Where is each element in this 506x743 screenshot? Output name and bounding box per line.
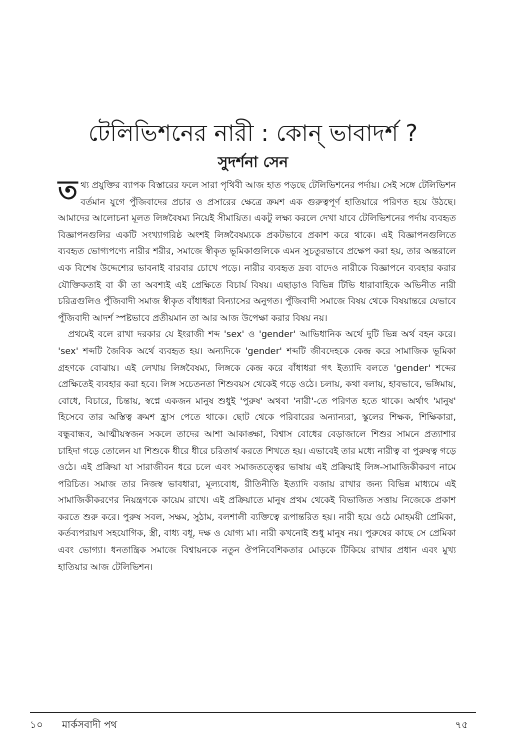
footer-rule xyxy=(30,712,476,713)
paragraph-2: প্রথমেই বলে রাখা দরকার যে ইংরাজী শব্দ 'sex' ও 'gender' আভিধানিক অর্থে দুটি ভিন্ন অর্থ বহন করে। 'sex' শব্দটি জৈবিক অর্থে ব্যবহৃত হয়। অন্যদিকে 'gender' শব্দটি জীবদেহকে কেন্দ্র করে সামাজিক ভূমিকা গ্রহণকে বোঝায়। এই লেখায় লিঙ্গবৈষম্য, লিঙ্গকে কেন্দ্র করে বাঁধাধরা গৎ ইত্যাদি বলতে 'gender' শব্দের প্রেক্ষিতেই ব্যবহার করা হবে। লিঙ্গ সচেতনতা শিশুবয়স থেকেই গড়ে ওঠে। চলায়, কথা বলায়, হাবভাবে, ভঙ্গিমায়, বোধে, বিচারে, চিন্তায়, স্বপ্নে একজন মানুষ শুধুই 'পুরুষ' অথবা 'নারী'-তে পরিণত হতে থাকে। অর্থাৎ 'মানুষ' হিসেবে তার অস্তিত্ব ক্রমশ হ্রাস পেতে থাকে। ছোট থেকে পরিবারের অন্যান্যরা, স্কুলের শিক্ষক, শিক্ষিকারা, বন্ধুবান্ধব, আত্মীয়স্বজন সকলে তাদের আশা আকাঙ্ক্ষা, বিশ্বাস বোধের বেড়াজালে শিশুর সামনে প্রত্যাশার চাহিদা গড়ে তোলেন যা শিশুকে ধীরে ধীরে চরিতার্থ করতে শিখতে হয়। এভাবেই তার মধ্যে নারীত্ব বা পুরুষত্ব গড়ে ওঠে। এই প্রক্রিয়া যা সারাজীবন ধরে চলে এবং সমাজতত্ত্বের ভাষায় এই প্রক্রিয়াই লিঙ্গ-সামাজিকীকরণ নামে পরিচিত। সমাজ তার নিজস্ব ভাবধারা, মূল্যবোধ, রীতিনীতি ইত্যাদি বজায় রাখার জন্য বিভিন্ন মাধ্যমে এই সামাজিকীকরণের নিয়ন্ত্রণকে কায়েম রাখে। এই প্রক্রিয়াতে মানুষ প্রথম থেকেই বিভাজিত সত্তায় নিজেকে প্রকাশ করতে শুরু করে। পুরুষ সবল, সক্ষম, সুঠাম, বলশালী ব্যক্তিত্বে রূপান্তরিত হয়। নারী হয়ে ওঠে মোহময়ী প্রেমিকা, কর্তব্যপরায়ণ সহযোগিক, স্ত্রী, বাধ্য বধূ, দক্ষ ও যোগ্য মা। নারী কখনোই শুধু মানুষ নয়। পুরুষের কাছে সে প্রেমিকা এবং ভোগ্যা। ধনতান্ত্রিক সমাজে বিশ্বায়নকে নতুন ঔপনিবেশিকতার মোড়কে টিকিয়ে রাখার প্রধান এবং মুখ্য হাতিয়ার আজ টেলিভিশন। xyxy=(58,330,456,573)
footer-journal-name: মার্কসবাদী পথ xyxy=(62,720,118,731)
footer-page-number-left: ১০ xyxy=(30,720,43,731)
article-title: টেলিভিশনের নারী : কোন্ ভাবাদর্শ ? xyxy=(88,121,418,147)
article-body xyxy=(58,178,456,576)
paragraph-1-text: থ্য প্রযুক্তির ব্যাপক বিস্তারের ফলে সারা পৃথিবী আজ হাত পড়ছে টেলিভিশনের পর্দায়। সেই সঙ্গে টেলিভিশন বর্তমান যুগে পুঁজিবাদের প্রচার ও প্রসারের ক্ষেত্রে ক্রমশ এক গুরুত্বপূর্ণ হাতিয়ারে পরিণত হয়ে উঠছে। আমাদের আলোচনা মূলত লিঙ্গবৈষম্য নিয়েই সীমায়িত। একটু লক্ষ্য করলে দেখা যাবে টেলিভিশনের পর্দায় ব্যবহৃত বিজ্ঞাপনগুলির একটি সংখ্যাগরিষ্ঠ অংশই লিঙ্গবৈষম্যকে প্রকটভাবে প্রকাশ করে থাকে। এই বিজ্ঞাপনগুলিতে ব্যবহৃত ভোগ্যপণ্যে নারীর শরীর, সমাজে স্বীকৃত ভূমিকাগুলিকে এমন সুচতুরভাবে প্রক্ষেপ করা হয়, তার অন্তরালে এক বিশেষ উদ্দেশ্যের ভাবনাই বারবার চোখে পড়ে। নারীর ব্যবহৃত দ্রব্য বাদেও নারীকে বিজ্ঞাপনে ব্যবহার করার যৌক্তিকতাই বা কী তা অবশ্যই এই প্রেক্ষিতে বিচার্য বিষয়। এছাড়াও বিভিন্ন টিভি ধারাবাহিকে অভিনীত নারী চরিত্রগুলিও পুঁজিবাদী সমাজ স্বীকৃত বাঁধাধরা বিন্যাসের অনুগত। পুঁজিবাদী সমাজে বিষয় থেকে বিষয়ান্তরে যেভাবে পুঁজিবাদী আদর্শ স্পষ্টভাবে প্রতীয়মান তা আর আজ উপেক্ষা করার বিষয় নয়। xyxy=(58,181,456,324)
footer-page-number-right: ৭৫ xyxy=(455,720,468,731)
paragraph-1 xyxy=(58,178,456,327)
drop-cap: ত xyxy=(58,176,78,206)
article-author: সুদর্শনা সেন xyxy=(217,153,289,171)
